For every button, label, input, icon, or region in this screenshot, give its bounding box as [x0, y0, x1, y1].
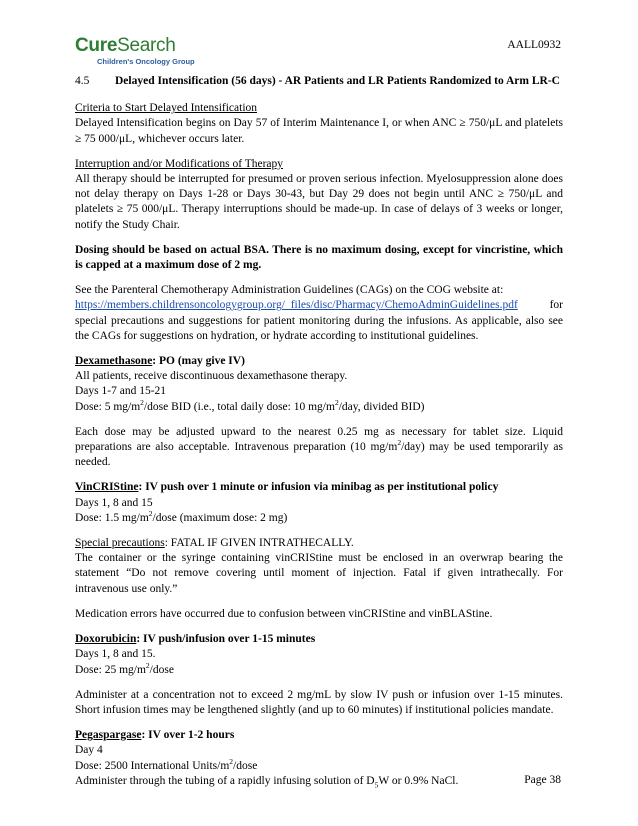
section-number: 4.5	[75, 75, 90, 87]
dexamethasone-days: Days 1-7 and 15-21	[75, 385, 167, 398]
interruption-text: All therapy should be interrupted for presumed or proven serious infection. Myelosuppression alone does not delay therapy on Days 1-28 or Days 30-43, but Day 29 does not begin until ANC ≥ 750/μL and platelets ≥ 75 000/μL. Therapy interruptions should be made-up. In case of delays of 3 weeks or longer, notify the Study Chair.	[75, 173, 563, 231]
dexamethasone-route: : PO (may give IV)	[152, 355, 245, 368]
vincristine-heading	[75, 480, 563, 495]
pegaspargase-admin: Administer through the tubing of a rapidly infusing solution of $D_5W$ or 0.9% NaCl.	[75, 774, 459, 790]
dexamethasone-line1: All patients, receive discontinuous dexamethasone therapy.	[75, 370, 348, 383]
criteria-heading: Criteria to Start Delayed Intensification	[75, 102, 258, 115]
page-number: Page 38	[524, 774, 561, 786]
dosing-note: Dosing should be based on actual BSA. There is no maximum dosing, except for vincristine, which is capped at a maximum dose of 2 mg.	[75, 243, 563, 272]
dexamethasone-heading	[75, 354, 563, 369]
pegaspargase-name: Pegaspargase	[75, 729, 142, 742]
pegaspargase-heading	[75, 728, 563, 743]
interruption-heading: Interruption and/or Modifications of Therapy	[75, 157, 284, 170]
section-heading	[75, 74, 563, 89]
doxorubicin-admin: Administer at a concentration not to exceed 2 mg/mL by slow IV push or infusion over 1-15 minutes. Short infusion times may be lengthened slightly (and up to 60 minutes) if institutional policies mandate.	[75, 688, 563, 716]
logo-cure-text: Cure	[75, 35, 118, 56]
dexamethasone-adjust: Each dose may be adjusted upward to the nearest 0.25 mg as necessary for tablet size. Liquid preparations are also acceptable. Intravenous preparation (10 $mg/m^2/day$) may be used temporarily as needed.	[75, 425, 564, 469]
vincristine-days: Days 1, 8 and 15	[75, 496, 153, 509]
doxorubicin-heading	[75, 632, 563, 647]
vincristine-overwrap: The container or the syringe containing vinCRIStine must be enclosed in an overwrap bearing the statement “Do not remove covering until moment of injection. Fatal if given intrathecally. For intravenous use only.”	[75, 552, 563, 595]
criteria-text: Delayed Intensification begins on Day 57 of Interim Maintenance I, or when ANC ≥ 750/μL and platelets ≥ 75 000/μL, whichever occurs later.	[75, 117, 563, 145]
cags-intro: See the Parenteral Chemotherapy Administration Guidelines (CAGs) on the COG website at:	[75, 284, 504, 297]
protocol-id: AALL0932	[507, 39, 561, 51]
vincristine-errors: Medication errors have occurred due to confusion between vinCRIStine and vinBLAStine.	[75, 607, 493, 620]
doxorubicin-name: Doxorubicin	[75, 633, 137, 646]
cags-link[interactable]: https://members.childrensoncologygroup.org/_files/disc/Pharmacy/ChemoAdminGuidelines.pdf	[75, 299, 518, 312]
vincristine-route: : IV push over 1 minute or infusion via minibag as per institutional policy	[138, 481, 499, 494]
doxorubicin-days: Days 1, 8 and 15.	[75, 648, 156, 661]
vincristine-precautions: Special precautions: FATAL IF GIVEN INTRATHECALLY.	[75, 537, 354, 550]
doxorubicin-route: : IV push/infusion over 1-15 minutes	[136, 633, 316, 646]
cags-text: special precautions and suggestions for patient monitoring during the infusions. As applicable, also see the CAGs for suggestions on hydration, or hydrate according to institutional guidelines.	[75, 314, 563, 342]
dexamethasone-dose: Dose: 5 $mg/m^2$/dose BID (i.e., total daily dose: 10 $mg/m^2$/day, divided BID)	[75, 397, 425, 413]
page-content	[75, 74, 563, 789]
cags-link-line	[75, 298, 563, 313]
dexamethasone-name: Dexamethasone	[75, 355, 153, 368]
logo-wordmark	[75, 36, 195, 56]
cure-search-logo	[75, 36, 195, 66]
section-title: Delayed Intensification (56 days) - AR Patients and LR Patients Randomized to Arm LR-C	[115, 75, 560, 87]
logo-search-text: Search	[117, 35, 176, 56]
vincristine-dose: Dose: 1.5 $mg/m^2$/dose (maximum dose: 2 mg)	[75, 509, 288, 524]
pegaspargase-days: Day 4	[75, 744, 103, 757]
pegaspargase-route: : IV over 1-2 hours	[141, 729, 235, 742]
vincristine-name: VinCRIStine	[75, 481, 139, 494]
doxorubicin-dose: Dose: 25 $mg/m^2$/dose	[75, 660, 174, 676]
logo-subtitle: Children's Oncology Group	[97, 57, 195, 66]
cags-link-after: for	[549, 299, 563, 312]
pegaspargase-dose: Dose: 2500 International Units/$m^2$/dose	[75, 756, 258, 772]
